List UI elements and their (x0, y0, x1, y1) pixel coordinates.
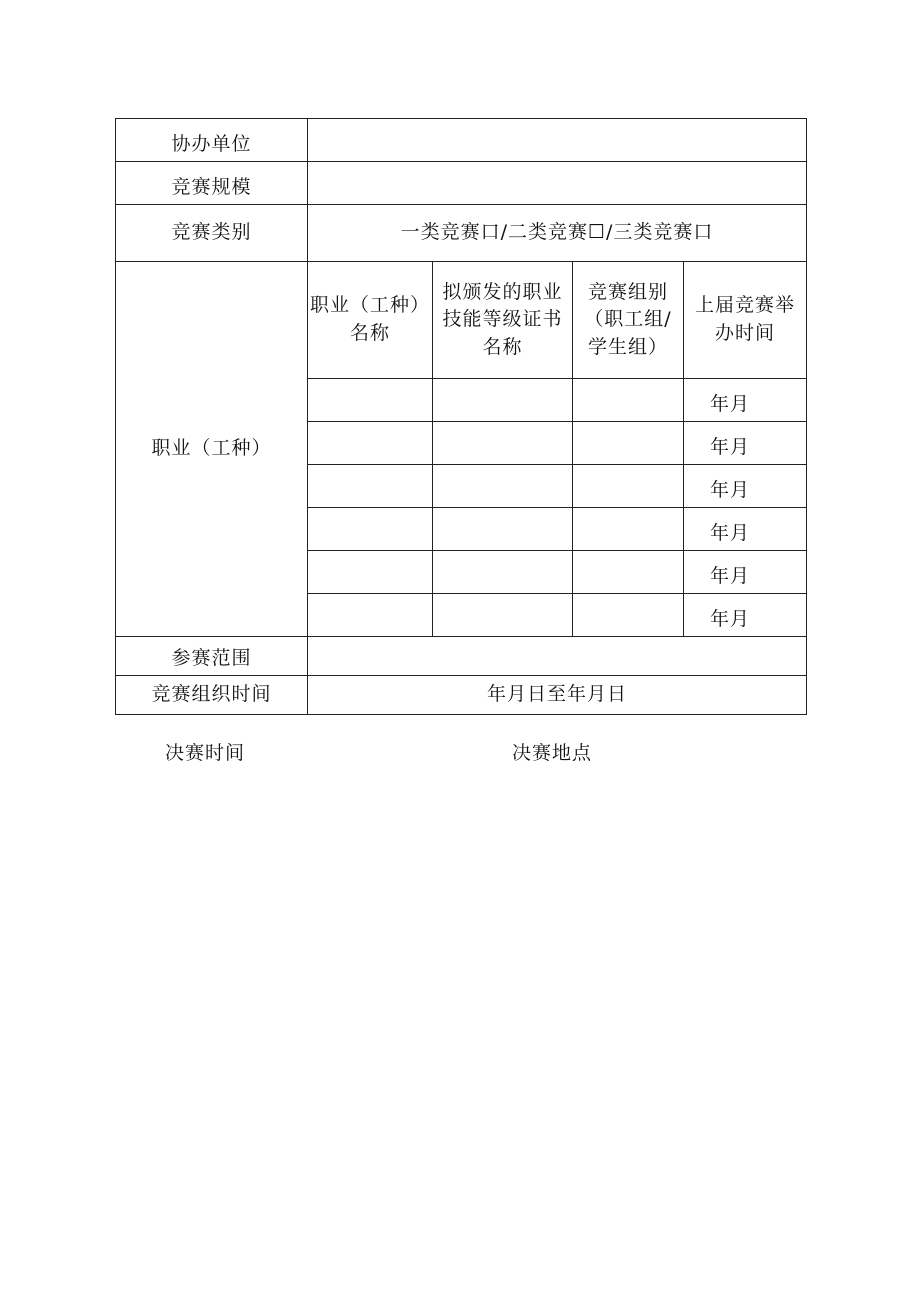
header-competition-group: 竞赛组别（职工组/学生组） (573, 262, 684, 379)
row-assist-unit (116, 119, 807, 162)
row-category (116, 205, 807, 262)
certificate-name-cell[interactable] (433, 379, 573, 422)
last-held-time-cell[interactable]: 年月 (684, 379, 807, 422)
occupation-name-cell[interactable] (308, 422, 433, 465)
competition-group-cell[interactable] (573, 422, 684, 465)
category-options[interactable]: 一类竞赛口/二类竞赛☐/三类竞赛口 (308, 205, 807, 262)
header-last-held-time: 上届竞赛举办时间 (684, 262, 807, 379)
scale-field[interactable] (308, 162, 807, 205)
competition-group-cell[interactable] (573, 465, 684, 508)
last-held-time-cell[interactable]: 年月 (684, 422, 807, 465)
row-scale (116, 162, 807, 205)
last-held-time-cell[interactable]: 年月 (684, 465, 807, 508)
certificate-name-cell[interactable] (433, 422, 573, 465)
certificate-name-cell[interactable] (433, 465, 573, 508)
scope-field[interactable] (308, 637, 807, 676)
occupation-name-cell[interactable] (308, 465, 433, 508)
scale-label: 竞赛规模 (116, 162, 308, 205)
final-location-label: 决赛地点 (512, 742, 593, 764)
row-occupation-header (116, 262, 807, 379)
header-occupation-name: 职业（工种）名称 (308, 262, 433, 379)
competition-group-cell[interactable] (573, 551, 684, 594)
certificate-name-cell[interactable] (433, 594, 573, 637)
final-time-label: 决赛时间 (165, 742, 246, 764)
occupation-name-cell[interactable] (308, 508, 433, 551)
occupation-name-cell[interactable] (308, 379, 433, 422)
org-time-label: 竞赛组织时间 (116, 676, 308, 715)
certificate-name-cell[interactable] (433, 508, 573, 551)
competition-group-cell[interactable] (573, 379, 684, 422)
competition-group-cell[interactable] (573, 594, 684, 637)
last-held-time-cell[interactable]: 年月 (684, 551, 807, 594)
header-certificate-name: 拟颁发的职业技能等级证书名称 (433, 262, 573, 379)
competition-group-cell[interactable] (573, 508, 684, 551)
scope-label: 参赛范围 (116, 637, 308, 676)
last-held-time-cell[interactable]: 年月 (684, 508, 807, 551)
occupation-label: 职业（工种） (116, 262, 308, 637)
occupation-name-cell[interactable] (308, 594, 433, 637)
row-org-time (116, 676, 807, 715)
org-time-value[interactable]: 年月日至年月日 (308, 676, 807, 715)
occupation-name-cell[interactable] (308, 551, 433, 594)
last-held-time-cell[interactable]: 年月 (684, 594, 807, 637)
assist-unit-field[interactable] (308, 119, 807, 162)
assist-unit-label: 协办单位 (116, 119, 308, 162)
certificate-name-cell[interactable] (433, 551, 573, 594)
competition-form-table (115, 118, 807, 715)
row-scope (116, 637, 807, 676)
category-label: 竞赛类别 (116, 205, 308, 262)
